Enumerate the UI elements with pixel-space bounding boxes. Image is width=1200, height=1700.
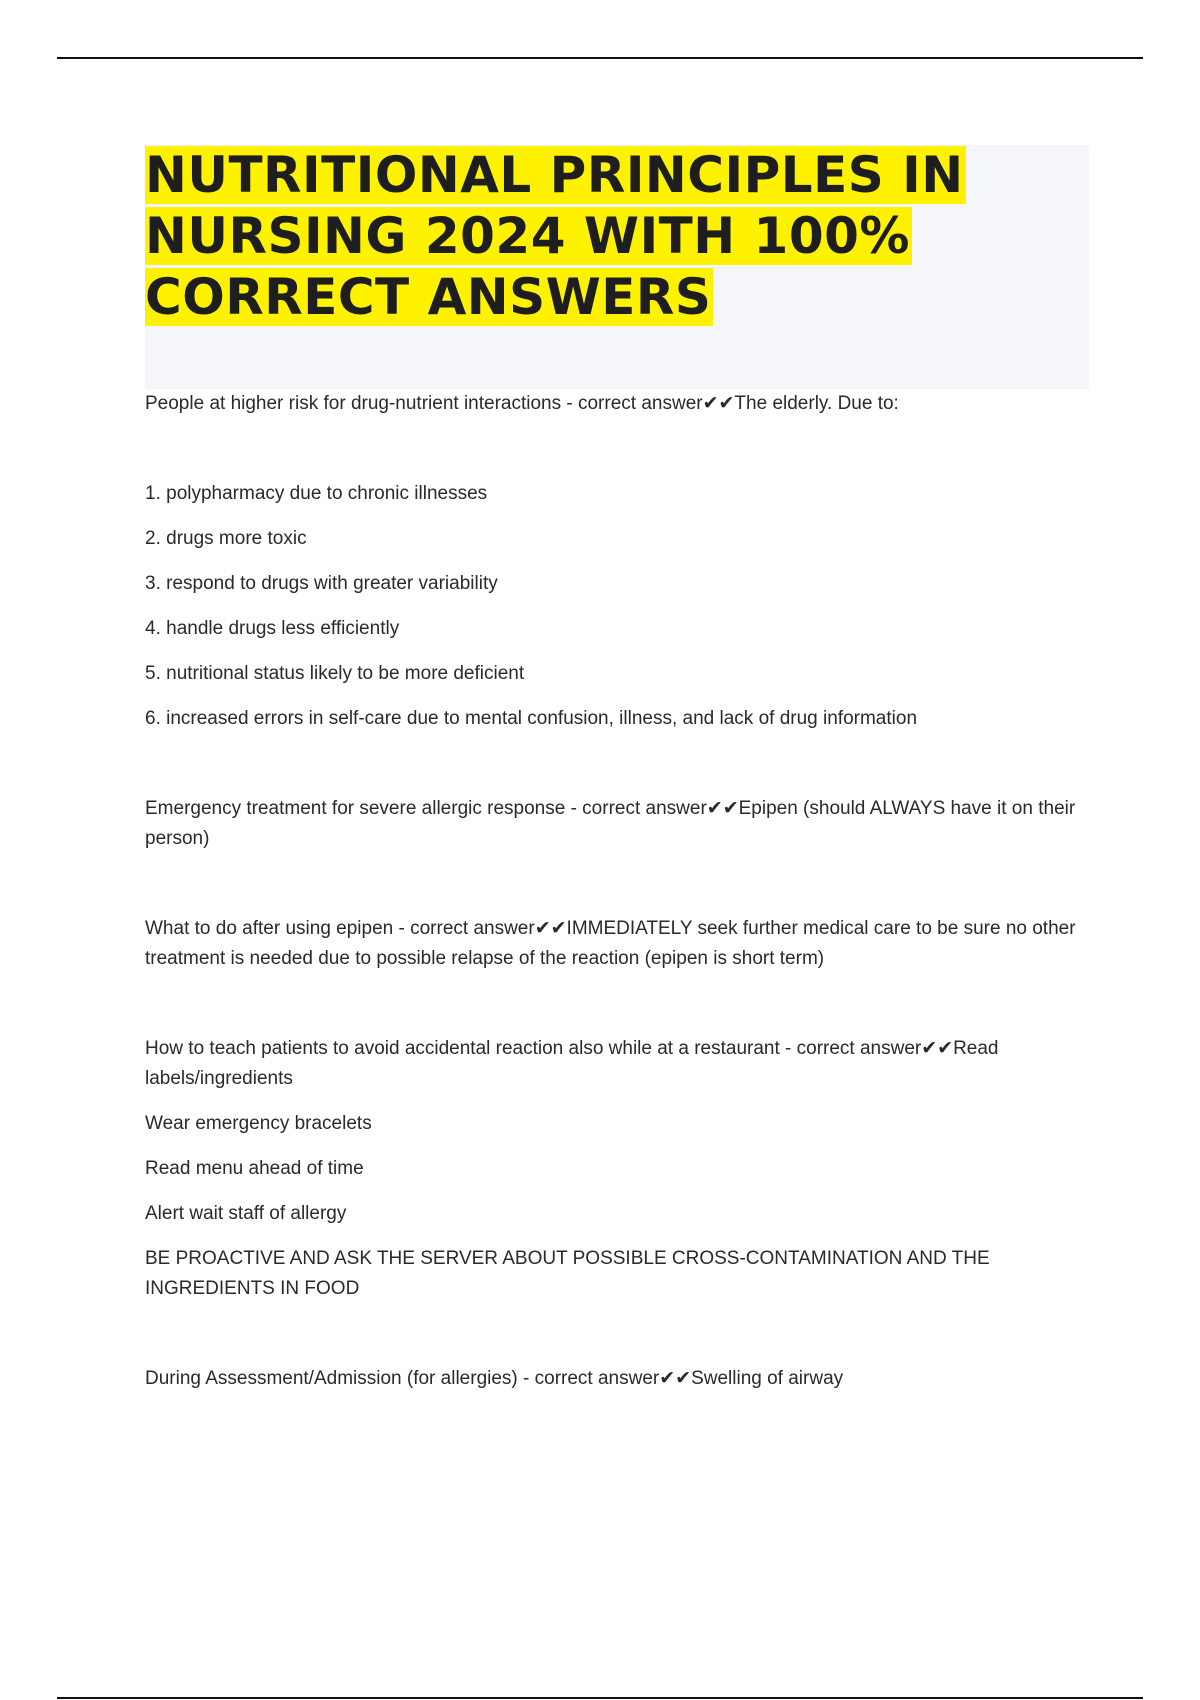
list-item: 2. drugs more toxic [145, 528, 307, 549]
document-title [145, 145, 1025, 328]
list-item: 1. polypharmacy due to chronic illnesses [145, 483, 488, 504]
question-avoid-reaction: How to teach patients to avoid accidental reaction also while at a restaurant - correct answer✔✔Read labels/ingredients [145, 1038, 999, 1089]
question-after-epipen: What to do after using epipen - correct answer✔✔IMMEDIATELY seek further medical care to be sure no other treatment is needed due to possible relapse of the reaction (epipen is short term) [145, 918, 1076, 969]
title-highlight: NUTRITIONAL PRINCIPLES IN NURSING 2024 WITH 100% CORRECT ANSWERS [145, 146, 964, 326]
question-assessment-admission: During Assessment/Admission (for allergies) - correct answer✔✔Swelling of airway [145, 1368, 844, 1389]
list-item: 3. respond to drugs with greater variability [145, 573, 498, 594]
list-item: 5. nutritional status likely to be more deficient [145, 663, 525, 684]
top-rule [57, 57, 1143, 59]
list-item: 6. increased errors in self-care due to mental confusion, illness, and lack of drug information [145, 708, 918, 729]
list-item: 4. handle drugs less efficiently [145, 618, 400, 639]
question-drug-nutrient: People at higher risk for drug-nutrient interactions - correct answer✔✔The elderly. Due to: [145, 393, 899, 414]
bottom-rule [57, 1697, 1143, 1699]
document-body [145, 389, 1085, 1394]
question-emergency-treatment: Emergency treatment for severe allergic response - correct answer✔✔Epipen (should ALWAYS have it on their person) [145, 798, 1076, 849]
title-block [145, 145, 1089, 389]
list-item: Alert wait staff of allergy [145, 1203, 347, 1224]
list-item: Read menu ahead of time [145, 1158, 364, 1179]
list-item: BE PROACTIVE AND ASK THE SERVER ABOUT POSSIBLE CROSS-CONTAMINATION AND THE INGREDIENTS IN FOOD [145, 1248, 990, 1299]
list-item: Wear emergency bracelets [145, 1113, 372, 1134]
